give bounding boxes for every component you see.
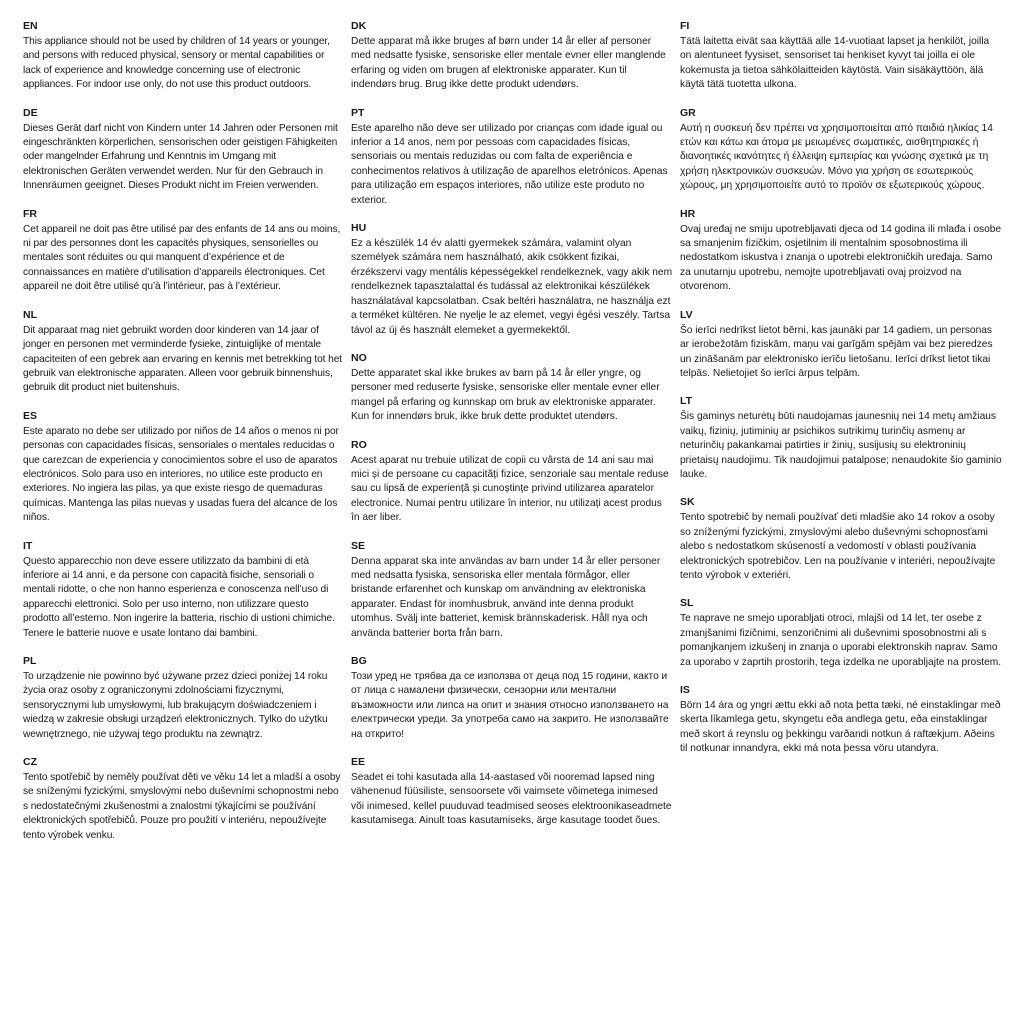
language-code: RO — [351, 438, 367, 451]
language-code: EE — [351, 756, 366, 769]
warning-section-gr — [680, 107, 1002, 194]
language-code: LT — [680, 395, 693, 408]
warning-text: Börn 14 ára og yngri ættu ekki að nota þetta tæki, né einstaklingar með skerta líkamlega getu, skyngetu eða andlega getu, eða einstaklingar með skort á reynslu og þekkingu varðandi notkun á raftækjum. Aðeins til notkunar innandyra, ekki má nota þessa vöru utandyra. — [680, 700, 1001, 755]
language-code: DK — [351, 20, 367, 32]
warning-text: Dette apparat må ikke bruges af børn under 14 år eller af personer med nedsatte fysiske, sensoriske eller mentale evner eller manglende erfaring og viden om brugen af elektroniske apparater. Kun til indendørs brug. Brug ikke dette produkt udendørs. — [351, 36, 666, 91]
language-code: CZ — [23, 756, 37, 769]
warning-text: Este aparelho não deve ser utilizado por crianças com idade igual ou inferior a 14 anos, nem por pessoas com capacidades físicas, sensoriais ou mentais reduzidas ou com falta de experiência e conhecimentos relativos à utilização de aparelhos eletrónicos. Apenas para utilização em espaços interiores, não utilize este produto no exterior. — [351, 122, 668, 206]
warning-section-es — [23, 410, 343, 526]
warning-text: Seadet ei tohi kasutada alla 14-aastased või nooremad lapsed ning vähenenud füüsiliste, sensoorsete või vaimsete võimetega inimesed või inimesed, kellel puuduvad teadmised seoses elektroonikaseadmete kasutamisega. Ainult toas kasutamiseks, ärge kasutage toodet õues. — [351, 772, 672, 827]
language-code: PL — [23, 655, 37, 667]
language-code: SE — [351, 539, 366, 552]
warning-text: Dieses Gerät darf nicht von Kindern unter 14 Jahren oder Personen mit eingeschränkten körperlichen, sensorischen oder geistigen Fähigkeiten oder mangelnder Erfahrung und Kenntnis im Umgang mit elektronischen Geräten verwendet werden. Nur für den Gebrauch in Innenräumen geeignet. Dieses Produkt nicht im Freien verwenden. — [23, 122, 338, 192]
warning-section-bg — [351, 655, 673, 742]
warning-section-hr — [680, 208, 1002, 295]
warning-text: Αυτή η συσκευή δεν πρέπει να χρησιμοποιείται από παιδιά ηλικίας 14 ετών και κάτω και άτομα με μειωμένες σωματικές, αισθητηριακές ή διανοητικές ικανότητες ή έλλειψη εμπειρίας και γνώσης σχετικά με τη χρήση ηλεκτρονικών συσκευών. Μόνο για χρήση σε εσωτερικούς χώρους, μη χρησιμοποιείτε αυτό το προϊόν σε εξωτερικούς χώρους. — [680, 122, 993, 192]
warning-text: Dette apparatet skal ikke brukes av barn på 14 år eller yngre, og personer med reduserte fysiske, sensoriske eller mentale evner eller mangel på erfaring og kunnskap om bruk av elektroniske apparater. Kun for innendørs bruk, ikke bruk dette produktet utendørs. — [351, 367, 660, 423]
warning-text: Acest aparat nu trebuie utilizat de copii cu vârsta de 14 ani sau mai mici și de persoane cu capacități fizice, senzoriale sau mentale reduse sau cu lipsă de experiență și cunoștințe privind utilizarea aparatelor electronice. Numai pentru utilizare în interior, nu utilizați acest produs în aer liber. — [351, 454, 669, 524]
language-code: BG — [351, 655, 367, 667]
column-middle — [351, 20, 673, 843]
warning-section-de — [23, 107, 343, 194]
warning-section-cz — [23, 756, 343, 843]
warning-text: Ez a készülék 14 év alatti gyermekek számára, valamint olyan személyek számára nem használható, akik csökkent fizikai, érzékszervi vagy mentális képességekkel rendelkeznek, vagy akik nem rendelkeznek tapasztalattal és tudással az elektronikai készülékek használatával kapcsolatban. Csak beltéri használatra, ne használja ezt a terméket kültéren. Ne nyelje le az elemet, vegyi égési veszély. Tartsa távol az új és használt elemeket a gyermekektől. — [351, 238, 673, 336]
warning-section-sk — [680, 496, 1002, 583]
warning-text: Този уред не трябва да се използва от деца под 15 години, както и от лица с намалени физически, сензорни или ментални възможности или липса на опит и знания относно използването на електрически уреди. За употреба само на закрито. Не използвайте на открито! — [351, 671, 669, 740]
warning-section-fr — [23, 208, 343, 295]
warning-text: Cet appareil ne doit pas être utilisé par des enfants de 14 ans ou moins, ni par des personnes dont les capacités physiques, sensorielles ou mentales sont réduites ou qui manquent d’expérience et de connaissances en matière d’utilisation d’appareils électroniques. Cet appareil ne doit être utilisé qu’à l’intérieur, pas à l’extérieur. — [23, 223, 341, 293]
warning-section-nl — [23, 309, 343, 396]
language-code: GR — [680, 106, 696, 119]
warning-text: Šis gaminys neturėtų būti naudojamas jaunesnių nei 14 metų amžiaus vaikų, fizinių, jutiminių ar psichikos sutrikimų turinčių asmenų ar neturinčių pakankamai patirties ir žinių, susijusių su elektroninių prietaisų naudojimu. Tik naudojimui patalpose; nenaudokite šio gaminio lauke. — [680, 411, 1002, 480]
warning-text: Denna apparat ska inte användas av barn under 14 år eller personer med nedsatta fysiska, sensoriska eller mentala förmågor, eller bristande erfarenhet och kunskap om användning av elektroniska apparater. Endast för inomhusbruk, använd inte denna produkt utomhus. Svälj inte batteriet, kemisk brännskaderisk. Håll nya och använda batterier borta från barn. — [351, 555, 661, 639]
warning-text: Ovaj uređaj ne smiju upotrebljavati djeca od 14 godina ili mlađa i osobe sa smanjenim fizičkim, osjetilnim ili mentalnim sposobnostima ili nedostatkom iskustva i znanja o upotrebi elektroničkih uređaja. Samo za unutarnju upotrebu, nemojte upotrebljavati ovaj proizvod na otvorenom. — [680, 223, 1002, 293]
warning-text: Tätä laitetta eivät saa käyttää alle 14-vuotiaat lapset ja henkilöt, joilla on alentuneet fyysiset, sensoriset tai henkiset kyvyt tai joilla ei ole kokemusta ja tietoa sähkölaitteiden käytöstä. Vain sisäkäyttöön, älä käytä tätä tuotetta ulkona. — [680, 36, 990, 91]
warning-section-it — [23, 540, 343, 641]
warning-section-pt — [351, 107, 673, 208]
language-code: NL — [23, 308, 37, 321]
warning-section-sl — [680, 597, 1002, 670]
warning-text: Šo ierīci nedrīkst lietot bērni, kas jaunāki par 14 gadiem, un personas ar ierobežotām fiziskām, maņu vai garīgām spējām vai bez pieredzes un zināšanām par elektronisko ierīču lietošanu. Ierīci drīkst lietot tikai telpās. Nelietojiet šo ierīci ārpus telpām. — [680, 324, 993, 379]
warning-section-hu — [351, 222, 673, 338]
language-code: PT — [351, 106, 365, 119]
warning-text: Te naprave ne smejo uporabljati otroci, mlajši od 14 let, ter osebe z zmanjšanimi fizičnimi, senzoričnimi ali duševnimi sposobnostmi ali s pomanjkanjem izkušenj in znanja o uporabi elektronskih naprav. Samo za uporabo v zaprtih prostorih, tega izdelka ne uporabljajte na prostem. — [680, 613, 1002, 668]
language-code: DE — [23, 106, 38, 119]
warning-text: Este aparato no debe ser utilizado por niños de 14 años o menos ni por personas con capacidades físicas, sensoriales o mentales reducidas o que carezcan de experiencia y conocimientos sobre el uso de aparatos electrónicos. Solo para uso en interiores, no utilice este producto en exteriores. No ingiera las pilas, ya que existe riesgo de quemaduras químicas. Mantenga las pilas nuevas y usadas fuera del alcance de los niños. — [23, 425, 339, 524]
language-code: EN — [23, 20, 38, 32]
language-code: IS — [680, 684, 690, 696]
warning-section-lt — [680, 395, 1002, 482]
column-right — [680, 20, 1002, 771]
warning-text: This appliance should not be used by children of 14 years or younger, and persons with reduced physical, sensory or mental capabilities or lack of experience and knowledge concerning use of electronic appliances. For indoor use only, do not use this product outdoors. — [23, 36, 330, 91]
warning-section-pl — [23, 655, 343, 742]
warning-section-is — [680, 684, 1002, 757]
warning-text: Tento spotřebič by neměly používat děti ve věku 14 let a mladší a osoby se sníženými fyzickými, smyslovými nebo duševními schopnostmi nebo s nedostatečnými zkušenostmi a znalostmi týkajícími se používání elektronických spotřebičů. Pouze pro použití v interiéru, nepoužívejte tento výrobek venku. — [23, 772, 341, 841]
warning-section-no — [351, 352, 673, 425]
language-code: HU — [351, 222, 367, 235]
warning-section-dk — [351, 20, 673, 93]
warning-section-lv — [680, 309, 1002, 382]
warning-section-se — [351, 540, 673, 641]
language-code: SK — [680, 496, 695, 509]
language-code: LV — [680, 308, 693, 321]
language-code: SL — [680, 597, 694, 610]
warning-text: Dit apparaat mag niet gebruikt worden door kinderen van 14 jaar of jonger en personen met verminderde fysieke, zintuiglijke of mentale capaciteiten of een gebrek aan ervaring en kennis met betrekking tot het gebruik van elektronische apparaten. Alleen voor gebruik binnenshuis, gebruik dit product niet buitenshuis. — [23, 324, 343, 394]
language-code: ES — [23, 409, 38, 422]
warning-text: To urządzenie nie powinno być używane przez dzieci poniżej 14 roku życia oraz osoby z ograniczonymi zdolnościami fizycznymi, sensorycznymi lub umysłowymi, lub brakującym doświadczeniem i wiedzą w zakresie obsługi urządzeń elektronicznych. Tylko do użytku wewnętrznego, nie używaj tego produktu na zewnątrz. — [23, 671, 328, 740]
warning-text: Tento spotrebič by nemali používať deti mladšie ako 14 rokov a osoby so zníženými fyzickými, zmyslovými alebo duševnými schopnosťami alebo s nedostatkom skúseností a vedomostí v oblasti používania elektronických spotrebičov. Len na používanie v interiéri, nepoužívajte tento výrobok v exteriéri. — [680, 512, 996, 581]
warning-text: Questo apparecchio non deve essere utilizzato da bambini di età inferiore ai 14 anni, e da persone con capacità fisiche, sensoriali o mentali ridotte, o che non hanno esperienza e conoscenza nell’uso di apparecchi elettronici. Solo per uso interno, non utilizzare questo prodotto all’esterno. Non ingerire la batteria, rischio di ustioni chimiche. Tenere le batterie nuove e usate lontano dai bambini. — [23, 555, 335, 639]
column-left — [23, 20, 343, 857]
warning-section-ee — [351, 756, 673, 829]
warning-section-en — [23, 20, 343, 93]
language-code: NO — [351, 351, 367, 364]
language-code: IT — [23, 539, 33, 552]
language-code: FI — [680, 20, 690, 32]
language-code: HR — [680, 207, 696, 220]
warning-section-fi — [680, 20, 1002, 93]
warning-section-ro — [351, 439, 673, 526]
language-code: FR — [23, 207, 37, 220]
